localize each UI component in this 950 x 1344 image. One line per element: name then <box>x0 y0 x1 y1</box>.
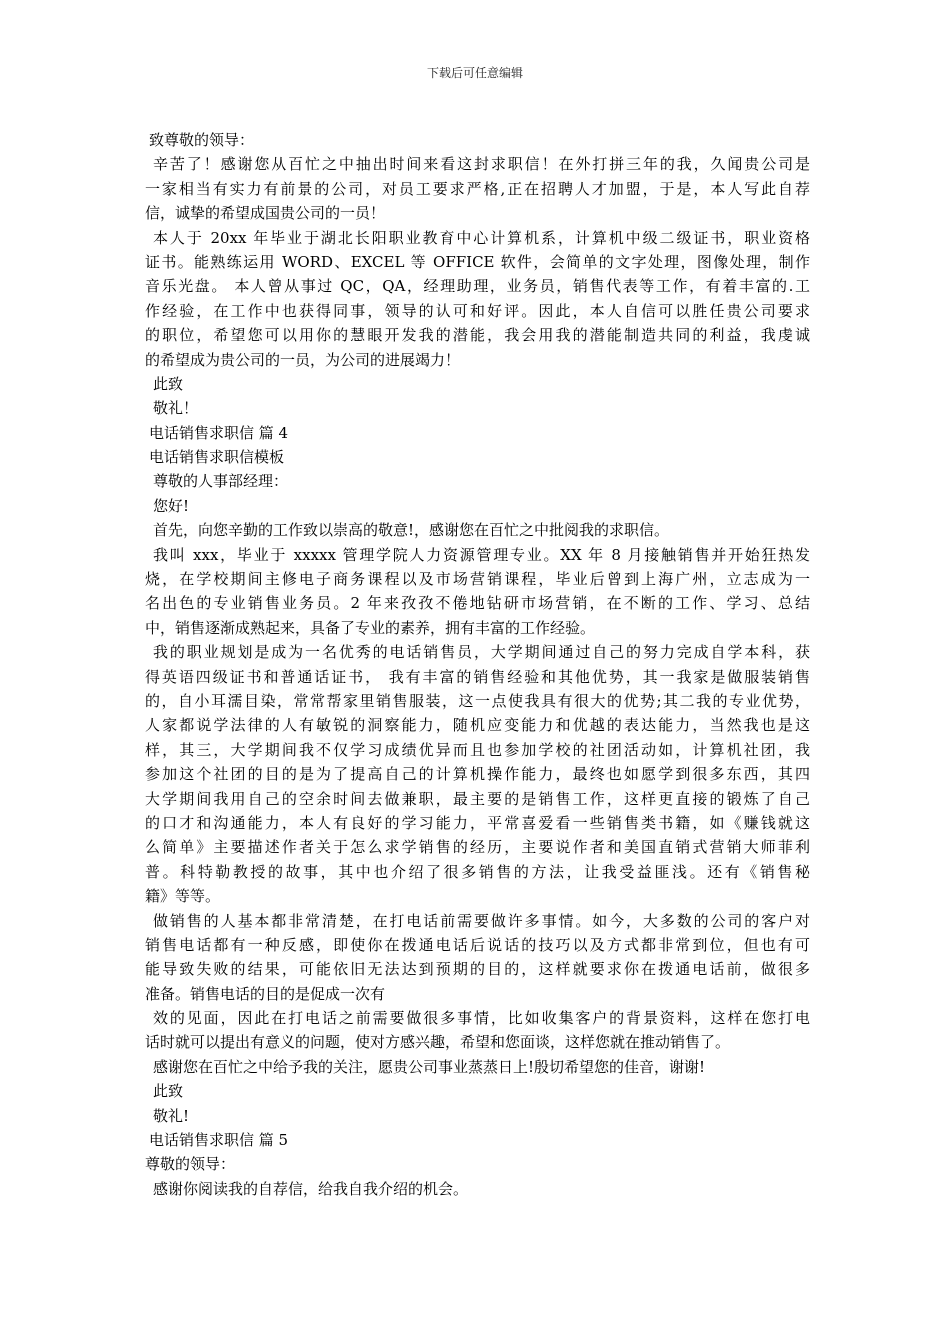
text-line: 辛苦了！感谢您从百忙之中抽出时间来看这封求职信！在外打拼三年的我，久闻贵公司是 <box>153 155 810 174</box>
text-line: 大学期间我用自己的空余时间去做兼职，最主要的是销售工作，这样更直接的锻炼了自己 <box>145 789 810 808</box>
text-line: 籍》等等。 <box>145 887 221 906</box>
text-line: 做销售的人基本都非常清楚，在打电话前需要做许多事情。如今，大多数的公司的客户对 <box>153 911 810 930</box>
text-line: 得英语四级证书和普通话证书， 我有丰富的销售经验和其他优势，其一我家是做服装销售 <box>145 667 810 686</box>
text-line: 电话销售求职信 篇 4 <box>149 423 289 442</box>
text-line: 音乐光盘。 本人曾从事过 QC，QA，经理助理，业务员，销售代表等工作，有着丰富的.工 <box>145 277 810 296</box>
text-line: 效的见面，因此在打电话之前需要做很多事情，比如收集客户的背景资料，这样在您打电 <box>153 1009 810 1028</box>
text-line: 尊敬的人事部经理： <box>153 472 289 491</box>
text-line: 名出色的专业销售业务员。2 年来孜孜不倦地钻研市场营销，在不断的工作、学习、总结 <box>145 594 810 613</box>
text-line: 话时就可以提出有意义的问题，使对方感兴趣，希望和您面谈，这样您就在推动销售了。 <box>145 1033 731 1052</box>
text-line: 普。科特勒教授的故事，其中也介绍了很多销售的方法，让我受益匪浅。还有《销售秘 <box>145 862 810 881</box>
text-line: 烧，在学校期间主修电子商务课程以及市场营销课程，毕业后曾到上海广州，立志成为一 <box>145 570 810 589</box>
text-line: 的，自小耳濡目染，常常帮家里销售服装，这一点使我具有很大的优势;其二我的专业优势， <box>145 691 810 710</box>
text-line: 我叫 xxx，毕业于 xxxxx 管理学院人力资源管理专业。XX 年 8 月接触销售并开始狂热发 <box>153 545 810 564</box>
text-line: 样，其三，大学期间我不仅学习成绩优异而且也参加学校的社团活动如，计算机社团，我 <box>145 740 810 759</box>
page-header: 下载后可任意编辑 <box>426 66 523 80</box>
text-line: 的口才和沟通能力，本人有良好的学习能力，平常喜爱看一些销售类书籍，如《赚钱就这 <box>145 813 810 832</box>
text-line: 中，销售逐渐成熟起来，具备了专业的素养，拥有丰富的工作经验。 <box>145 618 596 637</box>
text-line: 此致 <box>153 374 184 393</box>
text-line: 您好! <box>153 496 190 515</box>
text-line: 尊敬的领导： <box>145 1155 236 1174</box>
text-line: 能导致失败的结果，可能依旧无法达到预期的目的，这样就要求你在拨通电话前，做很多 <box>145 960 810 979</box>
text-line: 敬礼! <box>153 1106 190 1125</box>
text-line: 准备。销售电话的目的是促成一次有 <box>145 984 386 1003</box>
text-line: 的希望成为贵公司的一员，为公司的进展竭力！ <box>145 350 461 369</box>
text-line: 敬礼！ <box>153 399 199 418</box>
text-line: 首先，向您辛勤的工作致以崇高的敬意!，感谢您在百忙之中批阅我的求职信。 <box>153 521 670 540</box>
text-line: 我的职业规划是成为一名优秀的电话销售员，大学期间通过自己的努力完成自学本科，获 <box>153 643 810 662</box>
text-line: 信，诚挚的希望成国贵公司的一员！ <box>145 204 386 223</box>
text-line: 参加这个社团的目的是为了提高自己的计算机操作能力，最终也如愿学到很多东西，其四 <box>145 765 810 784</box>
text-line: 电话销售求职信模板 <box>149 448 285 467</box>
document-body <box>145 128 810 1201</box>
text-line: 证书。能熟练运用 WORD、EXCEL 等 OFFICE 软件，会简单的文字处理，图像处理，制作 <box>145 252 810 271</box>
text-line: 感谢你阅读我的自荐信，给我自我介绍的机会。 <box>153 1179 469 1198</box>
text-line: 致尊敬的领导： <box>149 131 255 149</box>
text-line: 本人于 20xx 年毕业于湖北长阳职业教育中心计算机系，计算机中级二级证书，职业资格 <box>153 228 810 247</box>
text-line: 作经验，在工作中也获得同事，领导的认可和好评。因此，本人自信可以胜任贵公司要求 <box>145 301 810 320</box>
text-line: 的职位，希望您可以用你的慧眼开发我的潜能，我会用我的潜能制造共同的利益，我虔诚 <box>145 326 810 345</box>
text-line: 电话销售求职信 篇 5 <box>149 1131 289 1150</box>
text-line: 么简单》主要描述作者关于怎么求学销售的经历，主要说作者和美国直销式营销大师菲利 <box>145 838 810 857</box>
text-line: 人家都说学法律的人有敏锐的洞察能力，随机应变能力和优越的表达能力，当然我也是这 <box>145 716 810 735</box>
text-line: 此致 <box>153 1082 184 1101</box>
text-line: 一家相当有实力有前景的公司，对员工要求严格,正在招聘人才加盟，于是，本人写此自荐 <box>145 179 810 198</box>
text-line: 感谢您在百忙之中给予我的关注，愿贵公司事业蒸蒸日上!殷切希望您的佳音，谢谢! <box>153 1057 706 1076</box>
text-line: 销售电话都有一种反感，即使你在拨通电话后说话的技巧以及方式都非常到位，但也有可 <box>145 935 810 954</box>
